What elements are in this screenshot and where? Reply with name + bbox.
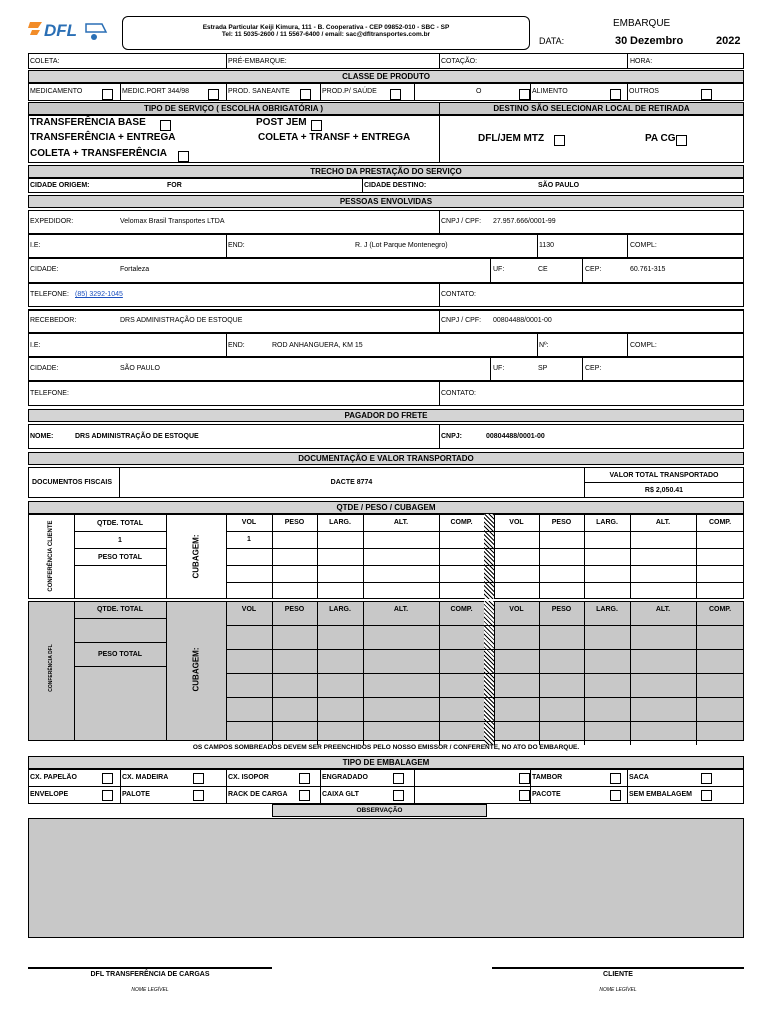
dfl-cubagem-col-vol-2: VOL [509, 606, 524, 613]
pagador-nome[interactable]: DRS ADMINISTRAÇÃO DE ESTOQUE [75, 433, 199, 440]
dfl-cubagem-cell[interactable] [363, 721, 439, 745]
coleta-transf-checkbox[interactable] [178, 151, 189, 162]
dfl-cubagem-col-alt-2: ALT. [655, 606, 671, 613]
expedidor-end[interactable]: R. J (Lot Parque Montenegro) [355, 242, 448, 249]
expedidor-telefone-link[interactable]: (85) 3292-1045 [75, 291, 123, 298]
dfl-cubagem-cell[interactable] [226, 673, 272, 697]
cliente-cubagem-cell[interactable] [630, 531, 696, 548]
dfl-cubagem-cell[interactable] [630, 673, 696, 697]
dfl-cubagem-cell[interactable] [363, 649, 439, 673]
dfl-cubagem-cell[interactable] [363, 625, 439, 649]
classe-saneante: PROD. SANEANTE [228, 88, 290, 95]
embalagem-checkbox-2-7[interactable] [701, 790, 712, 801]
cliente-cubagem-cell[interactable] [272, 582, 317, 599]
cliente-cubagem-cell[interactable] [363, 531, 439, 548]
expedidor-telefone-label: TELEFONE: [30, 291, 69, 298]
embalagem-checkbox-2-3[interactable] [299, 790, 310, 801]
dfl-cubagem-cell[interactable] [272, 673, 317, 697]
coleta-transf-label: COLETA + TRANSFERÊNCIA [30, 148, 167, 159]
embalagem-checkbox-2-6[interactable] [610, 790, 621, 801]
recebedor-contato-label: CONTATO: [441, 390, 476, 397]
documentos-fiscais-value[interactable]: DACTE 8774 [330, 479, 373, 486]
recebedor-telefone-row [28, 381, 744, 406]
cliente-cubagem-cell[interactable] [439, 531, 484, 548]
recebedor-compl-label: COMPL: [630, 342, 657, 349]
hora-label[interactable]: HORA: [630, 58, 653, 65]
expedidor-telefone-row [28, 283, 744, 307]
expedidor-label: EXPEDIDOR: [30, 218, 74, 225]
pagador-cnpj[interactable]: 00804488/0001-00 [486, 433, 545, 440]
cliente-cubagem-cell[interactable] [696, 531, 744, 548]
dfl-cubagem-cell[interactable] [696, 649, 744, 673]
dfl-cubagem-cell[interactable] [439, 697, 484, 721]
conferencia-dfl-label: CONFERÊNCIA DFL [48, 644, 54, 692]
classe-medicamento-checkbox[interactable] [102, 89, 113, 100]
cliente-cubagem-cell[interactable] [363, 548, 439, 565]
dfl-cubagem-cell[interactable] [363, 673, 439, 697]
embalagem-label-1-6: TAMBOR [532, 774, 563, 781]
observacao-field[interactable] [28, 818, 744, 938]
cliente-cubagem-col-vol-1: VOL [241, 519, 257, 526]
expedidor-cidade[interactable]: Fortaleza [120, 266, 150, 273]
assinatura-cliente-nome: NOME LEGÍVEL [599, 987, 637, 993]
dfl-cubagem-cell[interactable] [272, 697, 317, 721]
classe-outros-checkbox[interactable] [701, 89, 712, 100]
expedidor-uf[interactable]: CE [538, 266, 548, 273]
recebedor-ie-label: I.E: [30, 342, 41, 349]
logo-truck-icon [28, 18, 108, 44]
pa-cg-checkbox[interactable] [676, 135, 687, 146]
cliente-cubagem-cell[interactable] [494, 565, 539, 582]
cliente-cubagem-cell[interactable] [439, 565, 484, 582]
expedidor-numero[interactable]: 1130 [539, 242, 555, 249]
dfl-cubagem-cell[interactable] [439, 649, 484, 673]
dfl-cubagem-cell[interactable] [494, 625, 539, 649]
expedidor-cnpj-label: CNPJ / CPF: [441, 218, 482, 225]
recebedor-cep-label: CEP: [585, 365, 602, 372]
cliente-cubagem-cell[interactable] [539, 531, 584, 548]
classe-saude-checkbox[interactable] [390, 89, 401, 100]
dfl-cubagem-cell[interactable] [539, 625, 584, 649]
dfl-jem-checkbox[interactable] [554, 135, 565, 146]
dfl-cubagem-cell[interactable] [317, 697, 363, 721]
cliente-cubagem-col-larg-2: LARG. [596, 519, 618, 526]
cliente-cubagem-cell[interactable] [317, 531, 363, 548]
qtde-header: QTDE / PESO / CUBAGEM [28, 501, 744, 514]
dfl-cubagem-col-vol-1: VOL [241, 606, 257, 613]
dfl-cubagem-cell[interactable] [696, 625, 744, 649]
embalagem-label-1-7: SACA [629, 774, 649, 781]
post-jem-checkbox[interactable] [311, 120, 322, 131]
classe-medic-port: MEDIC.PORT 344/98 [122, 88, 190, 95]
cliente-cubagem-cell[interactable] [539, 565, 584, 582]
dfl-cubagem-cell[interactable] [584, 721, 630, 745]
embarque-label: EMBARQUE [613, 18, 671, 29]
dfl-cubagem-cell[interactable] [630, 697, 696, 721]
cidade-destino-value[interactable]: SÃO PAULO [538, 182, 580, 189]
dfl-cubagem-cell[interactable] [584, 625, 630, 649]
pre-embarque-label[interactable]: PRÉ-EMBARQUE: [228, 58, 287, 65]
dfl-cubagem-col-comp-1: COMP. [450, 606, 473, 613]
embalagem-checkbox-2-2[interactable] [193, 790, 204, 801]
cliente-cubagem-cell[interactable] [226, 582, 272, 599]
classe-medic-port-checkbox[interactable] [208, 89, 219, 100]
cliente-cubagem-cell[interactable] [696, 565, 744, 582]
assinatura-dfl: DFL TRANSFERÊNCIA DE CARGAS [90, 971, 210, 978]
expedidor-cnpj[interactable]: 27.957.666/0001-99 [493, 218, 556, 225]
expedidor-compl-label: COMPL: [630, 242, 657, 249]
recebedor-numero-label: Nº: [539, 342, 549, 349]
classe-outros: OUTROS [629, 88, 659, 95]
dfl-cubagem-cell[interactable] [226, 697, 272, 721]
embalagem-checkbox-1-6[interactable] [610, 773, 621, 784]
embalagem-checkbox-2-1[interactable] [102, 790, 113, 801]
dfl-cubagem-cell[interactable] [539, 673, 584, 697]
cliente-cubagem-col-peso-1: PESO [284, 519, 305, 526]
expedidor-cep-label: CEP: [585, 266, 602, 273]
cliente-peso-total-label: PESO TOTAL [97, 554, 143, 561]
destino-header: DESTINO SÃO SELECIONAR LOCAL DE RETIRADA [493, 104, 690, 113]
classe-alimento: ALIMENTO [532, 88, 568, 95]
embalagem-label-1-3: CX. ISOPOR [228, 774, 269, 781]
dfl-cubagem-cell[interactable] [226, 649, 272, 673]
recebedor-cnpj-label: CNPJ / CPF: [441, 317, 482, 324]
conferencia-cliente-label: CONFERÊNCIA CLIENTE [48, 520, 54, 592]
embalagem-label-2-4: CAIXA GLT [322, 791, 359, 798]
dfl-cubagem-cell[interactable] [317, 625, 363, 649]
post-jem-label: POST JEM [256, 117, 307, 128]
dfl-qtde-total-label: QTDE. TOTAL [96, 606, 144, 613]
expedidor-ie-label: I.E: [30, 242, 41, 249]
dfl-cubagem-cell[interactable] [272, 625, 317, 649]
dfl-cubagem-cell[interactable] [226, 625, 272, 649]
documentos-fiscais-label: DOCUMENTOS FISCAIS [32, 479, 112, 486]
date-month: Dezembro [630, 35, 684, 47]
cliente-cubagem-cell[interactable] [584, 548, 630, 565]
dfl-cubagem-cell[interactable] [317, 721, 363, 745]
recebedor-end-label: END: [228, 342, 245, 349]
dfl-cubagem-col-larg-1: LARG. [329, 606, 351, 613]
dfl-cubagem-cell[interactable] [226, 721, 272, 745]
cidade-destino-label: CIDADE DESTINO: [364, 182, 427, 189]
address-line-1: Estrada Particular Keiji Kimura, 111 - B. Cooperativa - CEP 09852-010 - SBC - SP [202, 24, 450, 31]
observacao-title: OBSERVAÇÃO [356, 807, 403, 814]
cliente-cubagem-col-vol-2: VOL [509, 519, 524, 526]
embalagem-label-2-6: PACOTE [532, 791, 561, 798]
cliente-cubagem-cell[interactable] [226, 548, 272, 565]
dfl-cubagem-cell[interactable] [317, 673, 363, 697]
cliente-cubagem-cell[interactable] [696, 548, 744, 565]
dfl-cubagem-col-larg-2: LARG. [596, 606, 618, 613]
embalagem-checkbox-2-5[interactable] [519, 790, 530, 801]
classe-saude: PROD.P/ SAÚDE [322, 88, 377, 95]
cliente-cubagem-col-alt-1: ALT. [393, 519, 409, 526]
embalagem-label-1-2: CX. MADEIRA [122, 774, 169, 781]
recebedor-cidade[interactable]: SÃO PAULO [120, 365, 160, 372]
dfl-cubagem-col-peso-1: PESO [284, 606, 305, 613]
valor-total-value[interactable]: R$ 2,050.41 [644, 487, 684, 494]
cotacao-label[interactable]: COTAÇÃO: [441, 58, 478, 65]
cliente-cubagem-separator [484, 514, 494, 599]
pessoas-header: PESSOAS ENVOLVIDAS [28, 195, 744, 208]
date-day: 30 [615, 35, 628, 47]
dfl-cubagem-cell[interactable] [584, 697, 630, 721]
expedidor-nome[interactable]: Velomax Brasil Transportes LTDA [120, 218, 225, 225]
cidade-origem-value[interactable]: FOR [167, 182, 182, 189]
pagador-cnpj-label: CNPJ: [441, 433, 463, 440]
cliente-qtde-total-value[interactable]: 1 [118, 537, 122, 544]
recebedor-end[interactable]: ROD ANHANGUERA, KM 15 [272, 342, 363, 349]
dfl-cubagem-cell[interactable] [630, 649, 696, 673]
dfl-cubagem-cell[interactable] [439, 625, 484, 649]
cliente-cubagem-col-alt-2: ALT. [655, 519, 671, 526]
cliente-cubagem-cell[interactable] [439, 548, 484, 565]
cliente-cubagem-cell[interactable] [226, 565, 272, 582]
data-label: DATA: [539, 36, 565, 46]
assinatura-cliente: CLIENTE [603, 971, 633, 978]
address-line-2: Tel: 11 5035-2600 / 11 5567-6400 / email: sac@dfltransportes.com.br [221, 31, 431, 38]
coleta-label[interactable]: COLETA: [30, 58, 60, 65]
expedidor-end-label: END: [228, 242, 245, 249]
dfl-cubagem-col-peso-2: PESO [551, 606, 572, 613]
valor-total-label: VALOR TOTAL TRANSPORTADO [609, 472, 719, 479]
embalagem-checkbox-1-2[interactable] [193, 773, 204, 784]
recebedor-uf-label: UF: [493, 365, 505, 372]
dfl-cubagem-cell[interactable] [272, 721, 317, 745]
classe-medicamento: MEDICAMENTO [30, 88, 83, 95]
embalagem-label-2-1: ENVELOPE [30, 791, 69, 798]
assinatura-dfl-nome: NOME LEGÍVEL [131, 987, 169, 993]
dfl-cubagem-cell[interactable] [539, 697, 584, 721]
trecho-header: TRECHO DA PRESTAÇÃO DO SERVIÇO [28, 165, 744, 178]
cliente-cubagem-cell[interactable] [539, 582, 584, 599]
cliente-cubagem-col-comp-1: COMP. [450, 519, 473, 526]
dfl-cubagem-col-alt-1: ALT. [393, 606, 409, 613]
cliente-cubagem-cell[interactable] [317, 548, 363, 565]
cliente-cubagem-cell[interactable] [584, 565, 630, 582]
cliente-cubagem-cell[interactable] [539, 548, 584, 565]
classe-o: O [476, 88, 482, 95]
dfl-cubagem-cell[interactable] [494, 649, 539, 673]
expedidor-cidade-label: CIDADE: [30, 266, 59, 273]
cliente-cubagem-cell[interactable] [494, 548, 539, 565]
tipo-servico-header: TIPO DE SERVIÇO ( ESCOLHA OBRIGATÓRIA ) [143, 104, 324, 113]
aviso-campos-sombreados: OS CAMPOS SOMBREADOS DEVEM SER PREENCHIDOS PELO NOSSO EMISSOR / CONFERENTE, NO ATO DO EMBARQUE. [192, 744, 580, 751]
dfl-cubagem-col-comp-2: COMP. [708, 606, 732, 613]
expedidor-uf-label: UF: [493, 266, 505, 273]
cliente-cubagem-cell[interactable] [584, 531, 630, 548]
cliente-cubagem-cell[interactable] [494, 531, 539, 548]
expedidor-contato-label: CONTATO: [441, 291, 476, 298]
cliente-cubagem-cell[interactable] [272, 548, 317, 565]
cliente-cubagem-cell[interactable] [630, 582, 696, 599]
recebedor-label: RECEBEDOR: [30, 317, 77, 324]
classe-produto-header: CLASSE DE PRODUTO [28, 70, 744, 83]
svg-text:DFL: DFL [44, 21, 78, 40]
dfl-cubagem-cell[interactable] [494, 673, 539, 697]
embalagem-checkbox-2-4[interactable] [393, 790, 404, 801]
cliente-cubagem-cell[interactable] [317, 582, 363, 599]
recebedor-nome[interactable]: DRS ADMINISTRAÇÃO DE ESTOQUE [120, 317, 243, 324]
cidade-origem-label: CIDADE ORIGEM: [30, 182, 90, 189]
recebedor-cidade-label: CIDADE: [30, 365, 59, 372]
embalagem-checkbox-1-3[interactable] [299, 773, 310, 784]
cliente-cubagem-col-larg-1: LARG. [329, 519, 351, 526]
recebedor-telefone-label: TELEFONE: [30, 390, 69, 397]
cliente-cubagem-col-comp-2: COMP. [708, 519, 732, 526]
dfl-cubagem-cell[interactable] [696, 721, 744, 745]
cliente-cubagem-cell[interactable] [696, 582, 744, 599]
dfl-cubagem-cell[interactable] [696, 673, 744, 697]
dfl-cubagem-cell[interactable] [439, 673, 484, 697]
dfl-cubagem-label: CUBAGEM: [191, 647, 201, 692]
cliente-cubagem-cell[interactable] [317, 565, 363, 582]
pa-cg-label: PA CG [645, 133, 676, 144]
cliente-cubagem-cell[interactable] [630, 565, 696, 582]
cliente-qtde-total-label: QTDE. TOTAL [96, 520, 144, 527]
embalagem-label-1-4: ENGRADADO [322, 774, 368, 781]
dfl-cubagem-cell[interactable] [363, 697, 439, 721]
cliente-cubagem-cell[interactable] [272, 531, 317, 548]
recebedor-uf[interactable]: SP [538, 365, 548, 372]
pagador-header: PAGADOR DO FRETE [28, 409, 744, 422]
transf-entrega-label: TRANSFERÊNCIA + ENTREGA [30, 132, 176, 143]
dfl-cubagem-cell[interactable] [494, 721, 539, 745]
recebedor-cnpj[interactable]: 00804488/0001-00 [493, 317, 552, 324]
dfl-cubagem-cell[interactable] [439, 721, 484, 745]
dfl-cubagem-cell[interactable] [539, 649, 584, 673]
embalagem-checkbox-1-5[interactable] [519, 773, 530, 784]
embalagem-label-2-3: RACK DE CARGA [228, 791, 288, 798]
expedidor-cep[interactable]: 60.761-315 [630, 266, 666, 273]
transf-base-label: TRANSFERÊNCIA BASE [30, 117, 146, 128]
dfl-cubagem-cell[interactable] [317, 649, 363, 673]
transf-base-checkbox[interactable] [160, 120, 171, 131]
embalagem-checkbox-1-1[interactable] [102, 773, 113, 784]
embalagem-checkbox-1-7[interactable] [701, 773, 712, 784]
dfl-cubagem-cell[interactable] [630, 721, 696, 745]
documentacao-header: DOCUMENTAÇÃO E VALOR TRANSPORTADO [28, 452, 744, 465]
cliente-cubagem-vol-value[interactable]: 1 [247, 536, 251, 543]
cliente-cubagem-cell[interactable] [584, 582, 630, 599]
pagador-nome-label: NOME: [30, 433, 54, 440]
cliente-cubagem-cell[interactable] [363, 565, 439, 582]
cliente-cubagem-cell[interactable] [630, 548, 696, 565]
embalagem-label-2-7: SEM EMBALAGEM [629, 791, 692, 798]
classe-o-checkbox[interactable] [519, 89, 530, 100]
cliente-cubagem-label: CUBAGEM: [191, 534, 201, 579]
cliente-cubagem-cell[interactable] [272, 565, 317, 582]
date-year: 2022 [716, 35, 741, 47]
dfl-cubagem-cell[interactable] [539, 721, 584, 745]
dfl-cubagem-cell[interactable] [630, 625, 696, 649]
embalagem-label-1-1: CX. PAPELÃO [30, 774, 77, 781]
company-logo [28, 18, 108, 44]
dfl-cubagem-cell[interactable] [696, 697, 744, 721]
cliente-cubagem-cell[interactable] [439, 582, 484, 599]
classe-saneante-checkbox[interactable] [300, 89, 311, 100]
dfl-cubagem-cell[interactable] [494, 697, 539, 721]
embalagem-checkbox-1-4[interactable] [393, 773, 404, 784]
dfl-jem-label: DFL/JEM MTZ [478, 133, 545, 144]
embalagem-label-2-2: PALOTE [122, 791, 150, 798]
cliente-cubagem-col-peso-2: PESO [551, 519, 572, 526]
cliente-cubagem-cell[interactable] [494, 582, 539, 599]
dfl-peso-total-label: PESO TOTAL [97, 651, 143, 658]
dfl-cubagem-cell[interactable] [584, 649, 630, 673]
classe-alimento-checkbox[interactable] [610, 89, 621, 100]
cliente-cubagem-cell[interactable] [363, 582, 439, 599]
embalagem-header: TIPO DE EMBALAGEM [28, 756, 744, 769]
dfl-cubagem-cell[interactable] [584, 673, 630, 697]
coleta-transf-entrega-label: COLETA + TRANSF + ENTREGA [258, 132, 411, 143]
dfl-cubagem-cell[interactable] [272, 649, 317, 673]
